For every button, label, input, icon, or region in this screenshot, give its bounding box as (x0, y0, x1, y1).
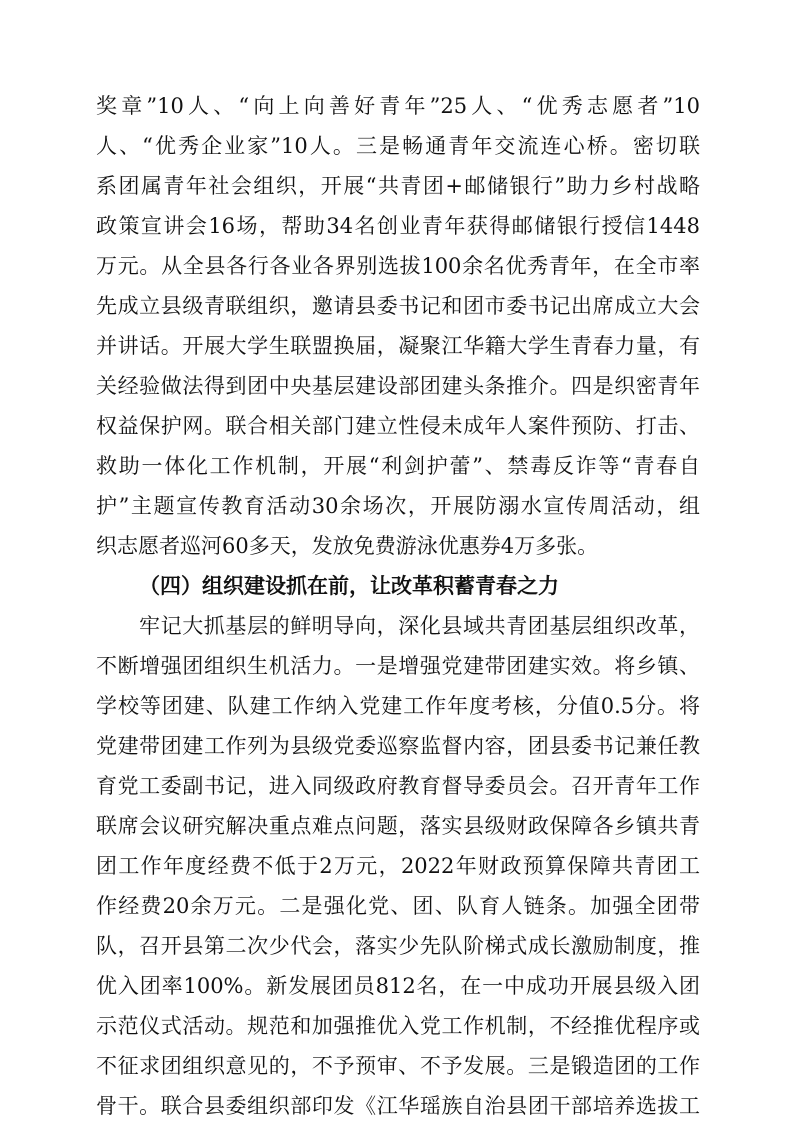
text-line: 政策宣讲会16场，帮助34名创业青年获得邮储银行授信1448 (96, 214, 700, 238)
text-line: 作经费20余万元。二是强化党、团、队育人链条。加强全团带 (96, 894, 700, 918)
section-heading: （四）组织建设抓在前，让改革积蓄青春之力 (139, 573, 559, 598)
text-line: 团工作年度经费不低于2万元，2022年财政预算保障共青团工 (96, 854, 700, 878)
text-line: 联席会议研究解决重点难点问题，落实县级财政保障各乡镇共青 (96, 814, 700, 838)
text-line: 救助一体化工作机制，开展“利剑护蕾”、禁毒反诈等“青春自 (96, 454, 700, 478)
text-line: 不征求团组织意见的，不予预审、不予发展。三是锻造团的工作 (96, 1054, 700, 1078)
text-line: 学校等团建、队建工作纳入党建工作年度考核，分值0.5分。将 (96, 694, 700, 718)
text-line: 人、“优秀企业家”10人。三是畅通青年交流连心桥。密切联 (96, 134, 700, 158)
text-line: 骨干。联合县委组织部印发《江华瑶族自治县团干部培养选拔工 (96, 1094, 700, 1118)
text-line: 奖章”10人、“向上向善好青年”25人、“优秀志愿者”10 (96, 94, 700, 118)
text-line: 织志愿者巡河60多天，发放免费游泳优惠券4万多张。 (96, 534, 599, 558)
text-line: 先成立县级青联组织，邀请县委书记和团市委书记出席成立大会 (96, 294, 700, 318)
text-line: 系团属青年社会组织，开展“共青团+邮储银行”助力乡村战略 (96, 174, 700, 198)
text-line: 党建带团建工作列为县级党委巡察监督内容，团县委书记兼任教 (96, 734, 700, 758)
text-line: 育党工委副书记，进入同级政府教育督导委员会。召开青年工作 (96, 774, 700, 798)
text-line: 护”主题宣传教育活动30余场次，开展防溺水宣传周活动，组 (96, 494, 700, 518)
text-line: 万元。从全县各行各业各界别选拔100余名优秀青年，在全市率 (96, 254, 700, 278)
text-line: 队，召开县第二次少代会，落实少先队阶梯式成长激励制度，推 (96, 934, 700, 958)
text-line: 关经验做法得到团中央基层建设部团建头条推介。四是织密青年 (96, 374, 700, 398)
text-line: 示范仪式活动。规范和加强推优入党工作机制，不经推优程序或 (96, 1014, 700, 1038)
text-line: 权益保护网。联合相关部门建立性侵未成年人案件预防、打击、 (96, 414, 700, 438)
text-line: 并讲话。开展大学生联盟换届，凝聚江华籍大学生青春力量，有 (96, 334, 700, 358)
text-line: 不断增强团组织生机活力。一是增强党建带团建实效。将乡镇、 (96, 654, 700, 678)
paragraph-first-line: 牢记大抓基层的鲜明导向，深化县域共青团基层组织改革， (139, 614, 700, 638)
text-line: 优入团率100%。新发展团员812名，在一中成功开展县级入团 (96, 974, 700, 998)
